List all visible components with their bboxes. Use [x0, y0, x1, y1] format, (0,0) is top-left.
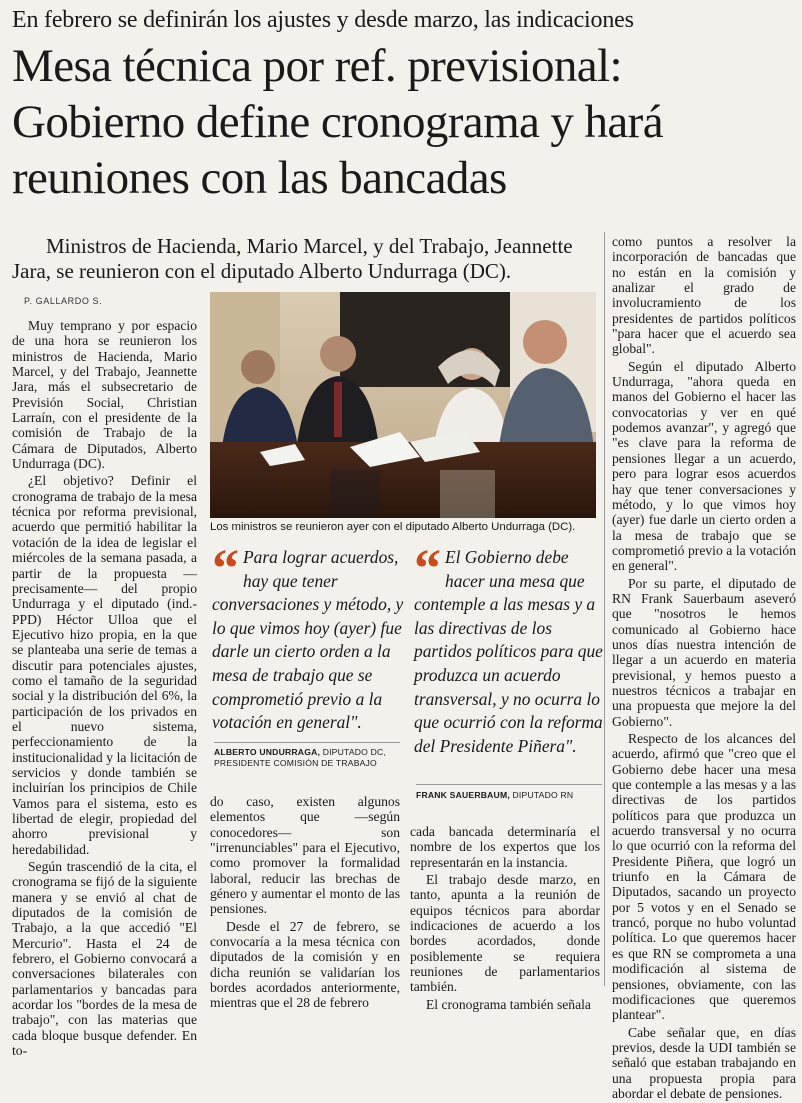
body-column-3 [410, 824, 600, 1014]
quote-author-name: FRANK SAUERBAUM, [416, 790, 510, 800]
column-rule [604, 232, 605, 986]
paragraph: Según trascendió de la cita, el cronograma se fijó de la siguiente manera y se envió al chat de diputados de la comisión de Trabajo, a la que accedió "El Mercurio". Hasta el 24 de febrero, el Gobierno convocará a conversaciones bilaterales con parlamentarios y bancadas para acordar los "bordes de la mesa de trabajo", con las materias que cada bloque busque defender. En to- [12, 859, 197, 1059]
paragraph: El cronograma también señala [426, 996, 591, 1012]
paragraph: ¿El objetivo? Definir el cronograma de trabajo de la mesa técnica por reforma previsional, acuerdo que permitió habilitar la votación de la idea de legislar el miércoles de la semana pasada, a partir de la propuesta —precisamente— del propio Undurraga y el diputado (ind.-PPD) Héctor Ulloa que el Ejecutivo hizo propia, en la que se planteaba una serie de temas a discutir para potenciales ajustes, como el tamaño de la seguridad social y la distribución del 6%, la participación de los privados en el nuevo sistema, perfeccionamiento de la institucionalidad y la licitación de servicios y donde también se incluirían los principios de Chile Vamos para el sistema, esto es libertad de elegir, propiedad del ahorro previsional y heredabilidad. [12, 473, 197, 857]
headline-line-2: Gobierno define cronograma y hará [12, 96, 663, 148]
quote-author-role: DIPUTADO DC, PRESIDENTE COMISIÓN DE TRABAJO [214, 747, 387, 768]
paragraph: Según el diputado Alberto Undurraga, "ahora queda en manos del Gobierno el hacer las convocatorias y ver en qué podemos avanzar", y agregó que "es clave para la reforma de pensiones llegar a un acuerdo, pero para lograr esos acuerdos hay que tener conversaciones y método, y lo que vimos hoy (ayer) fue darle un cierto orden a la mesa de trabajo que se comprometió previo a la votación en general". [612, 358, 796, 574]
byline: P. GALLARDO S. [24, 296, 103, 306]
kicker: En febrero se definirán los ajustes y desde marzo, las indicaciones [12, 7, 634, 33]
pull-quote-1 [212, 538, 404, 735]
photo-illustration [210, 292, 596, 518]
body-column-2 [210, 794, 400, 1013]
quote-mark-icon: “ [212, 538, 239, 598]
pull-quote-attribution-2 [416, 790, 604, 801]
paragraph: do caso, existen algunos elementos que —según conocedores— son "irrenunciables" para el Ejecutivo, como promover la formalidad laboral, reducir las brechas de género y aumentar el monto de las pensiones. [210, 794, 400, 917]
pull-quote-attribution-1 [214, 747, 402, 768]
quote-mark-icon: “ [414, 538, 441, 598]
paragraph: Respecto de los alcances del acuerdo, afirmó que "creo que el Gobierno debe hacer una mesa que contemple a las mesas y a las directivas de los partidos políticos para que produzca un acuerdo transversal y no ocurra lo que ocurrió con la reforma del Presidente Piñera, que logró un triunfo en la Cámara de Diputados, sacando un proyecto por 5 votos y en el Senado se trancó, porque no hubo voluntad política. Lo que queremos hacer es que RN se comprometa a una modificación al sistema de pensiones, obviamente, con las modificaciones que queremos plantear". [612, 731, 796, 1023]
headline-line-1: Mesa técnica por ref. previsional: [12, 40, 622, 92]
pull-quote-text: Para lograr acuerdos, hay que tener conversaciones y método, y lo que vimos hoy (ayer) fue darle un cierto orden a la mesa de trabajo que se comprometió previo a la votación en general". [212, 547, 404, 733]
quote-author-role: DIPUTADO RN [512, 790, 574, 800]
headline [12, 38, 792, 206]
paragraph: Cabe señalar que, en días previos, desde la UDI también se señaló que estaban trabajando en una propuesta propia para abordar el debate de pensiones. [612, 1024, 796, 1101]
paragraph: Desde el 27 de febrero, se convocaría a la mesa técnica con diputados de la comisión y en dicha reunión se validarían los bordes acordados anteriormente, mientras que el 28 de febrero [210, 918, 400, 1011]
paragraph: Muy temprano y por espacio de una hora se reunieron los ministros de Hacienda, Mario Marcel, y del Trabajo, Jeannette Jara, más el subsecretario de Previsión Social, Christian Larraín, con el presidente de la comisión de Trabajo de la Cámara de Diputados, Alberto Undurraga (DC). [12, 318, 197, 472]
pull-quote-2 [414, 538, 604, 758]
paragraph: Por su parte, el diputado de RN Frank Sauerbaum aseveró que "nosotros le hemos comunicado al Gobierno hace unos días nuestra intención de llegar a un acuerdo en materia previsional, y hemos puesto a nuestros técnicos a trabajar en una propuesta que mejore la del Gobierno". [612, 575, 796, 729]
quote-author-name: ALBERTO UNDURRAGA, [214, 747, 321, 757]
paragraph: como puntos a resolver la incorporación de bancadas que no están en la comisión y analizar el grado de involucramiento de los presidentes de partidos políticos "para hacer que el acuerdo sea global". [612, 234, 796, 357]
pull-quote-text: El Gobierno debe hacer una mesa que contemple a las mesas y a las directivas de los partidos políticos para que produzca un acuerdo transversal, y no ocurra lo que ocurrió con la reforma del Presidente Piñera". [414, 547, 603, 756]
pull-quote-rule [214, 742, 400, 743]
body-column-4 [612, 234, 796, 1103]
paragraph: cada bancada determinaría el nombre de los expertos que los representarán en la instancia. [410, 824, 600, 870]
body-column-1 [12, 318, 197, 1061]
deck: Ministros de Hacienda, Mario Marcel, y del Trabajo, Jeannette Jara, se reunieron con el diputado Alberto Undurraga (DC). [12, 234, 573, 283]
headline-line-3: reuniones con las bancadas [12, 152, 507, 204]
photo-caption: Los ministros se reunieron ayer con el diputado Alberto Undurraga (DC). [210, 521, 576, 533]
pull-quote-rule [416, 784, 602, 785]
paragraph: El trabajo desde marzo, en tanto, apunta a la reunión de equipos técnicos para abordar indicaciones de acuerdo a los bordes acordados, donde posiblemente se requiera reuniones de parlamentarios también. [410, 872, 600, 995]
news-photo [210, 292, 596, 518]
